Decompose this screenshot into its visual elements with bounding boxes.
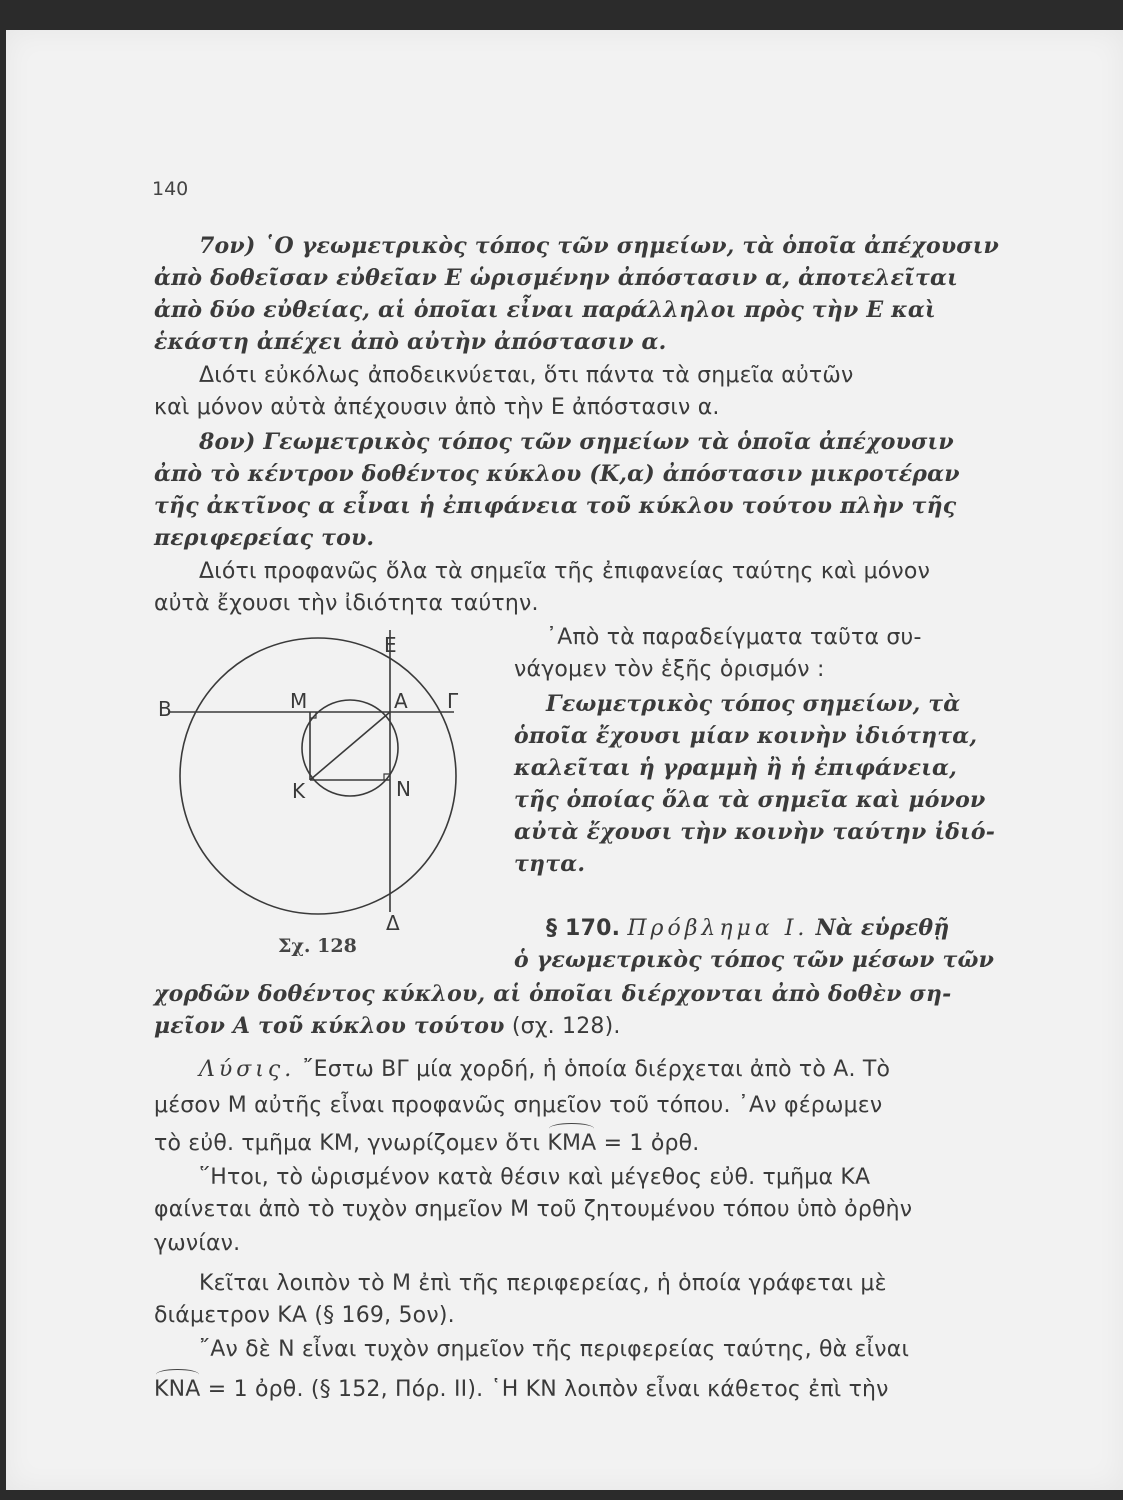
solution-line-7: Κεῖται λοιπὸν τὸ Μ ἐπὶ τῆς περιφερείας, ἡ ὁποία γράφεται μὲ — [199, 1271, 887, 1296]
label-E: Ε — [384, 633, 397, 657]
solution-line-9: ῎Αν δὲ Ν εἶναι τυχὸν σημεῖον τῆς περιφερείας ταύτης, θὰ εἶναι — [199, 1337, 910, 1362]
problem-line-1 — [546, 914, 949, 943]
solution-line-10-rest: = 1 ὀρθ. (§ 152, Πόρ. ΙΙ). ῾Η ΚΝ λοιπὸν εἶναι κάθετος ἐπὶ τὴν — [207, 1377, 889, 1402]
solution-line-4: ῞Ητοι, τὸ ὡρισμένον κατὰ θέσιν καὶ μέγεθος εὐθ. τμῆμα ΚΑ — [199, 1165, 871, 1190]
definition-intro-1: ᾿Απὸ τὰ παραδείγματα ταῦτα συ- — [546, 625, 922, 650]
definition-line-1: Γεωμετρικὸς τόπος σημείων, τὰ — [546, 691, 961, 717]
label-K: Κ — [292, 779, 306, 803]
problem-line-2: ὁ γεωμετρικὸς τόπος τῶν μέσων τῶν — [514, 947, 995, 973]
p7-line-4: ἑκάστη ἀπέχει ἀπὸ αὐτὴν ἀπόστασιν α. — [154, 329, 667, 355]
p7-line-1: 7ον) ῾Ο γεωμετρικὸς τόπος τῶν σημείων, τὰ ὁποῖα ἀπέχουσιν — [199, 233, 1000, 259]
problem-line-4 — [154, 1012, 621, 1041]
problem-heading: Πρόβλημα Ι. — [627, 916, 809, 941]
definition-intro-2: νάγομεν τὸν ἑξῆς ὁρισμόν : — [514, 657, 825, 682]
definition-line-5: αὐτὰ ἔχουσι τὴν κοινὴν ταύτην ἰδιό- — [514, 819, 996, 845]
label-B: Β — [158, 697, 172, 721]
solution-line-10 — [154, 1376, 889, 1404]
p8-proof-line-1: Διότι προφανῶς ὅλα τὰ σημεῖα τῆς ἐπιφανείας ταύτης καὶ μόνον — [199, 559, 931, 584]
solution-line-1-rest: ῎Εστω ΒΓ μία χορδή, ἡ ὁποία διέρχεται ἀπὸ τὸ Α. Τὸ — [302, 1057, 891, 1082]
definition-line-3: καλεῖται ἡ γραμμὴ ἢ ἡ ἐπιφάνεια, — [514, 755, 958, 781]
p7-proof-line-1: Διότι εὐκόλως ἀποδεικνύεται, ὅτι πάντα τὰ σημεῖα αὐτῶν — [199, 363, 854, 388]
angle-KMA: ΚΜΑ — [547, 1131, 597, 1156]
label-M: Μ — [290, 689, 308, 713]
solution-line-3-a: τὸ εὐθ. τμῆμα ΚΜ, γνωρίζομεν ὅτι — [154, 1131, 541, 1156]
angle-KNA: ΚΝΑ — [154, 1377, 201, 1402]
lysis-label: Λύσις. — [199, 1057, 296, 1082]
p8-line-3: τῆς ἀκτῖνος α εἶναι ἡ ἐπιφάνεια τοῦ κύκλου τούτου πλὴν τῆς — [154, 493, 957, 519]
p8-line-2: ἀπὸ τὸ κέντρον δοθέντος κύκλου (Κ,α) ἀπόστασιν μικροτέραν — [154, 461, 960, 487]
section-number: § 170. — [546, 916, 621, 941]
book-page — [6, 30, 1123, 1490]
main-circle — [180, 638, 456, 914]
p8-proof-line-2: αὐτὰ ἔχουσι τὴν ἰδιότητα ταύτην. — [154, 591, 539, 616]
solution-line-8: διάμετρον ΚΑ (§ 169, 5ον). — [154, 1303, 455, 1328]
problem-line-1-rest: Νὰ εὑρεθῇ — [815, 915, 950, 941]
problem-line-3: χορδῶν δοθέντος κύκλου, αἱ ὁποῖαι διέρχονται ἀπὸ δοθὲν ση- — [154, 981, 952, 1007]
segment-KA — [310, 712, 390, 780]
label-D: Δ — [386, 911, 400, 930]
p7-line-2: ἀπὸ δοθεῖσαν εὐθεῖαν Ε ὡρισμένην ἀπόστασιν α, ἀποτελεῖται — [154, 265, 959, 291]
solution-line-6: γωνίαν. — [154, 1231, 241, 1256]
figure-caption: Σχ. 128 — [278, 935, 357, 957]
label-G: Γ — [447, 689, 459, 713]
solution-line-2: μέσον Μ αὐτῆς εἶναι προφανῶς σημεῖον τοῦ τόπου. ᾿Αν φέρωμεν — [154, 1093, 883, 1118]
p7-line-3: ἀπὸ δύο εὐθείας, αἱ ὁποῖαι εἶναι παράλληλοι πρὸς τὴν Ε καὶ — [154, 297, 936, 323]
definition-line-4: τῆς ὁποίας ὅλα τὰ σημεῖα καὶ μόνον — [514, 787, 986, 813]
solution-line-1 — [199, 1056, 890, 1084]
problem-line-4-rest: (σχ. 128). — [511, 1014, 621, 1039]
solution-line-3 — [154, 1130, 700, 1158]
definition-line-6: τητα. — [514, 851, 586, 877]
solution-line-5: φαίνεται ἀπὸ τὸ τυχὸν σημεῖον Μ τοῦ ζητουμένου τόπου ὑπὸ ὀρθὴν — [154, 1197, 913, 1222]
page-number: 140 — [152, 178, 189, 200]
figure-128 — [154, 630, 484, 930]
label-N: Ν — [396, 777, 411, 801]
label-A: Α — [394, 689, 408, 713]
definition-line-2: ὁποῖα ἔχουσι μίαν κοινὴν ἰδιότητα, — [514, 723, 978, 749]
problem-line-4-italic: μεῖον Α τοῦ κύκλου τούτου — [154, 1013, 505, 1039]
solution-line-3-b: = 1 ὀρθ. — [603, 1131, 700, 1156]
p7-proof-line-2: καὶ μόνον αὐτὰ ἀπέχουσιν ἀπὸ τὴν Ε ἀπόστασιν α. — [154, 395, 720, 420]
p8-line-1: 8ον) Γεωμετρικὸς τόπος τῶν σημείων τὰ ὁποῖα ἀπέχουσιν — [199, 429, 954, 455]
p8-line-4: περιφερείας του. — [154, 525, 375, 551]
